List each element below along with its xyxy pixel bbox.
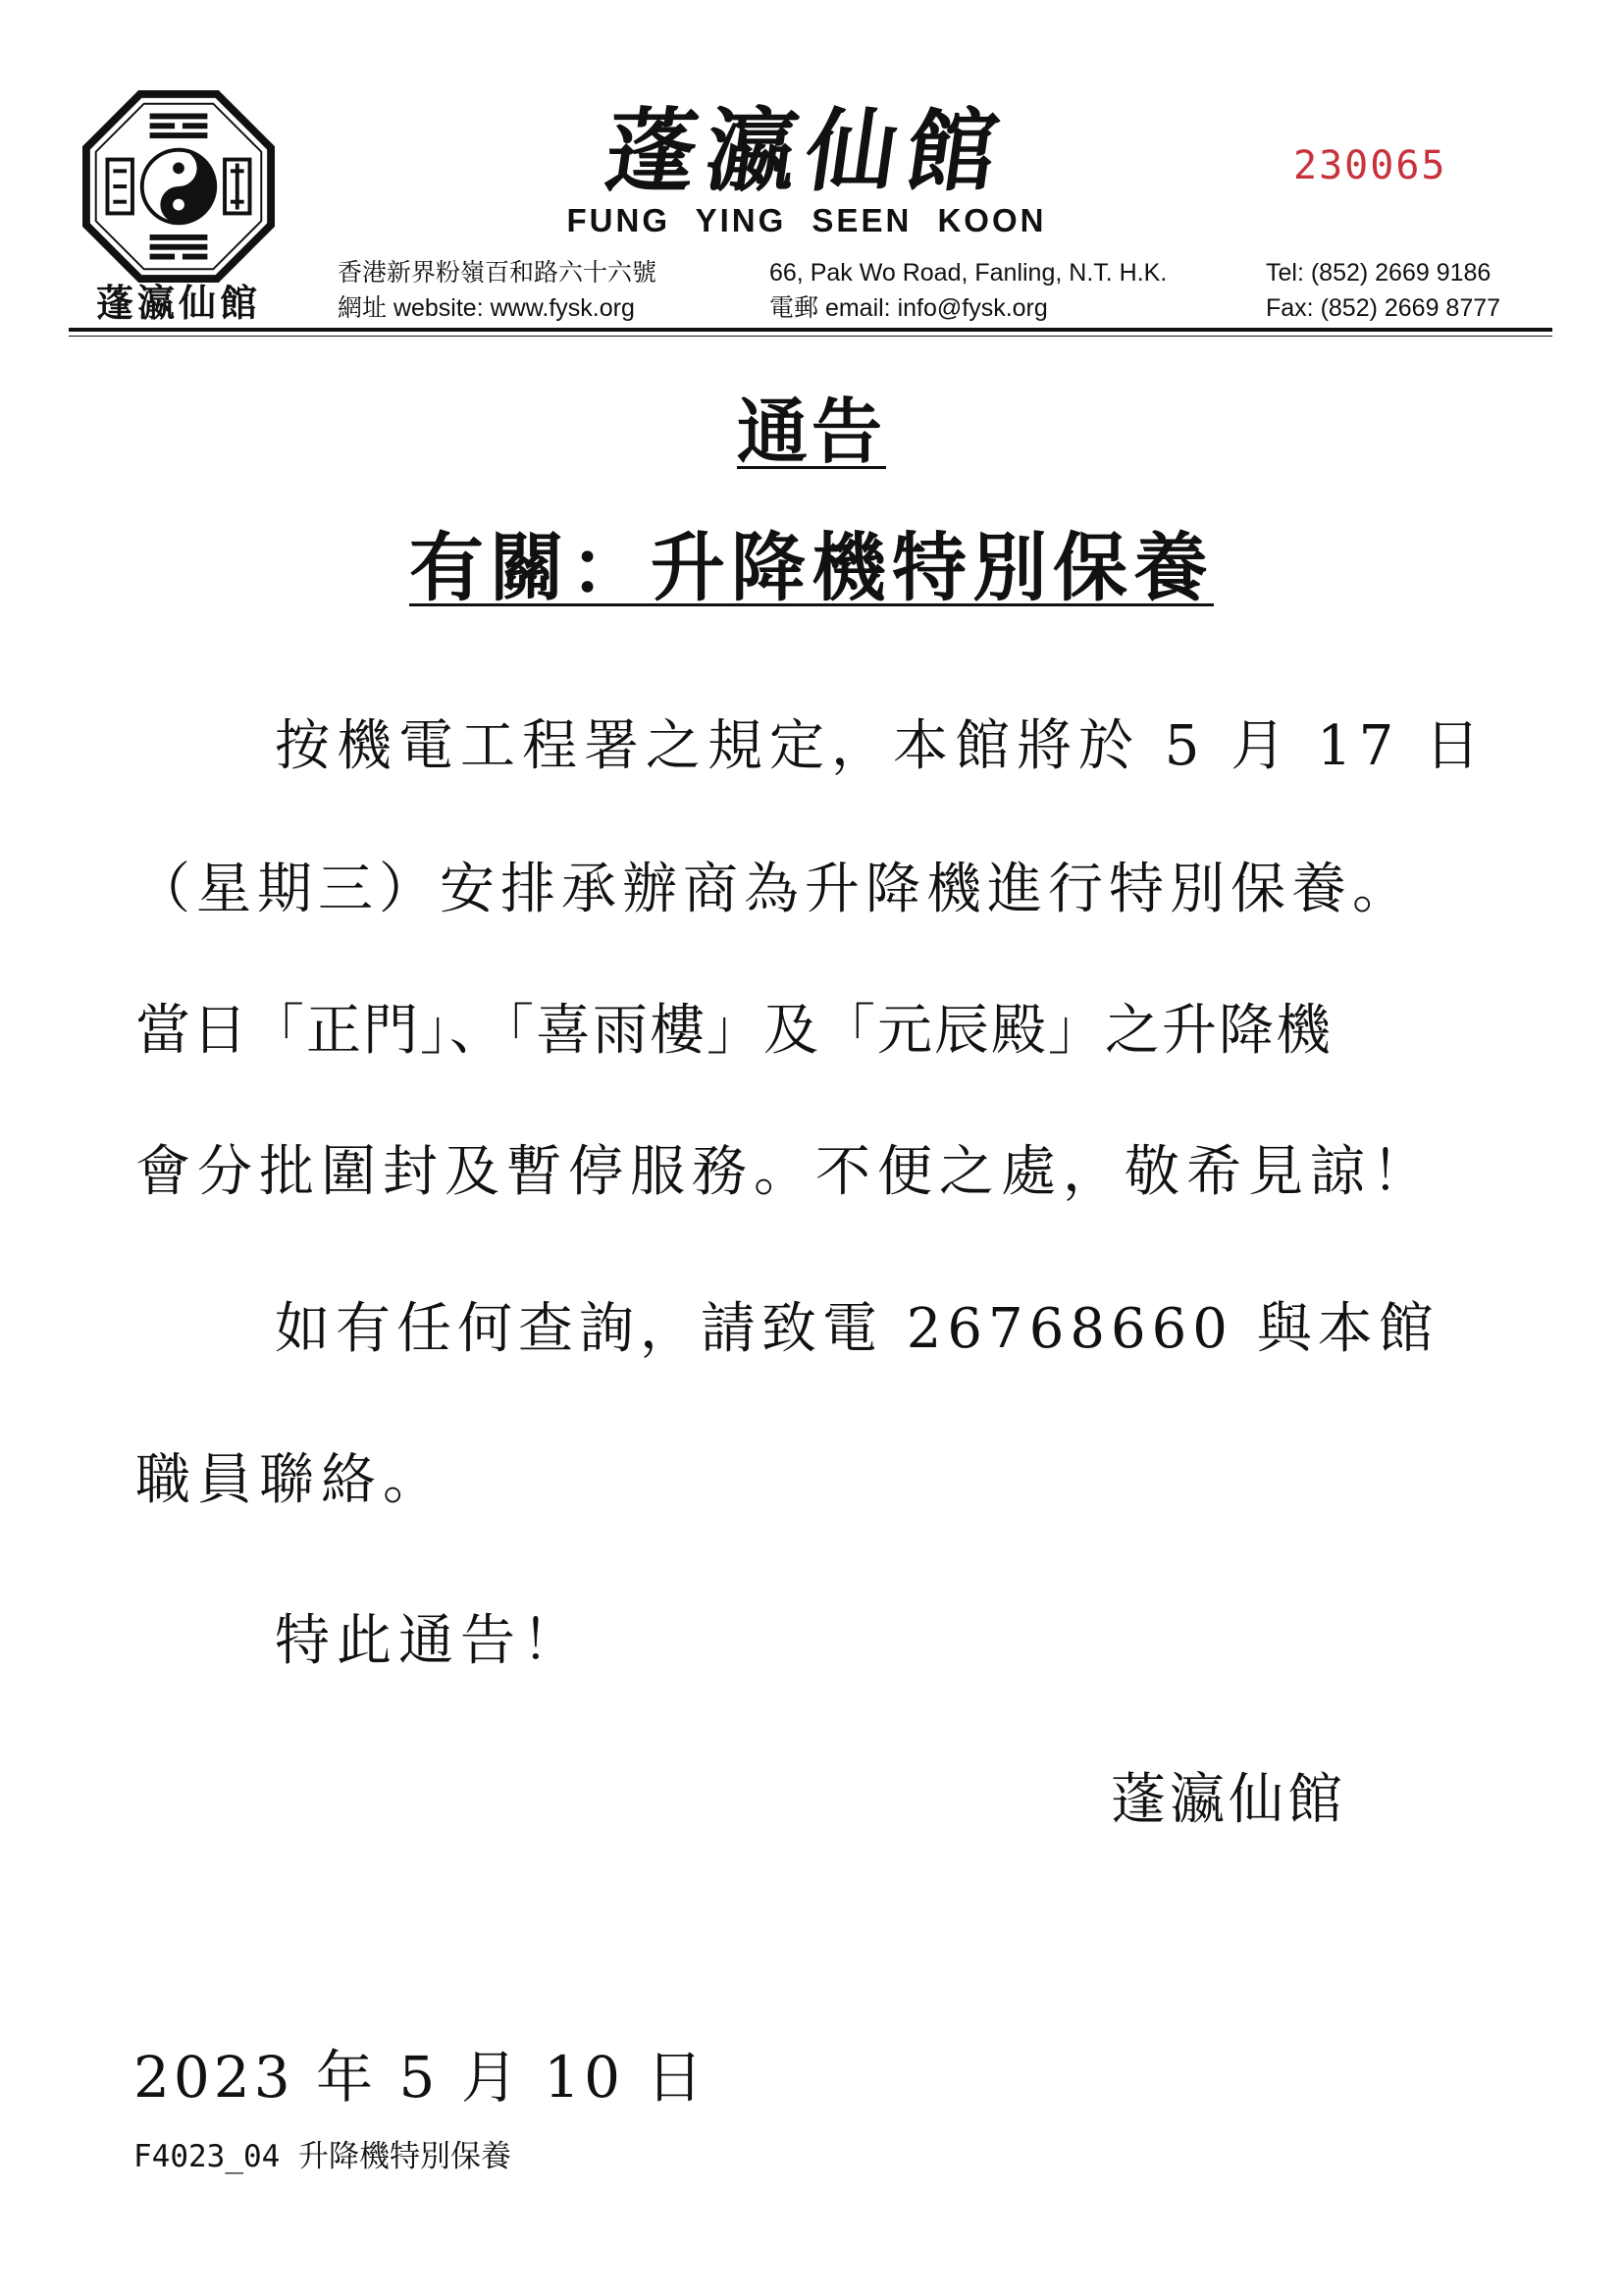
address-english: 66, Pak Wo Road, Fanling, N.T. H.K. [769,259,1168,287]
form-reference: F4023_04 升降機特別保養 [133,2139,511,2174]
contact-phone [1266,255,1500,326]
contact-address-english [769,255,1167,326]
letterhead-divider-thin [69,336,1552,337]
email: 電郵 email: info@fysk.org [769,294,1048,322]
notice-date: 2023 年 5 月 10 日 [133,2044,707,2111]
body-line: 按機電工程署之規定，本館將於 5 月 17 日 [275,714,1488,778]
document-number-stamp: 230065 [1293,143,1447,188]
website: 網址 website: www.fysk.org [338,294,635,322]
body-line: 當日「正門」、「喜雨樓」及「元辰殿」之升降機 [135,999,1333,1063]
closing-line: 特此通告！ [275,1609,584,1673]
contact-address-chinese [338,255,656,326]
org-name-english: FUNG YING SEEN KOON [566,202,1047,238]
body-line: 會分批圍封及暫停服務。不便之處，敬希見諒！ [135,1140,1434,1204]
logo-caption: 蓬瀛仙館 [95,281,261,325]
fax: Fax: (852) 2669 8777 [1266,294,1501,322]
address-chinese: 香港新界粉嶺百和路六十六號 [338,259,657,287]
org-name-chinese: 蓬瀛仙館 [599,98,1015,204]
body-line: 如有任何查詢，請致電 26768660 與本館 [275,1297,1440,1361]
body-line: 職員聯絡。 [135,1448,445,1512]
notice-title: 通告 [736,390,886,473]
notice-subject: 有關：升降機特別保養 [409,524,1214,611]
body-line: （星期三）安排承辦商為升降機進行特別保養。 [135,858,1413,921]
telephone: Tel: (852) 2669 9186 [1266,259,1492,287]
bagua-yin-yang-icon [82,90,275,283]
signature: 蓬瀛仙館 [1111,1768,1346,1832]
letterhead-divider [69,328,1552,332]
